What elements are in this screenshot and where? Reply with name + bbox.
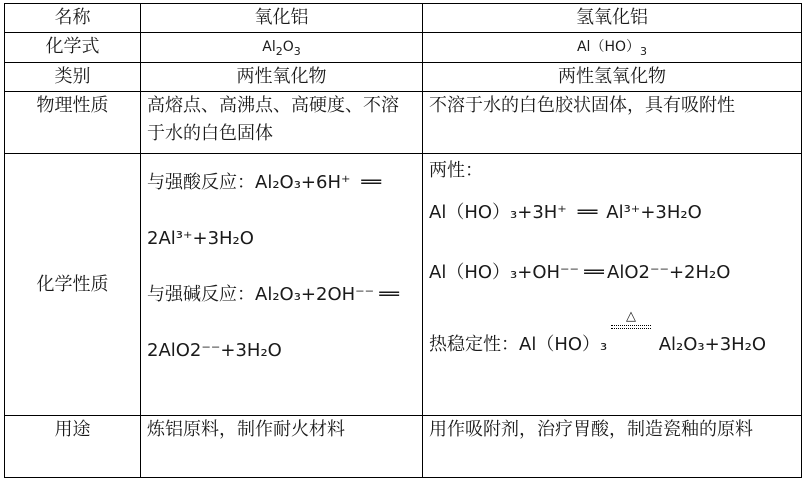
formula-label: 化学式: [5, 33, 141, 63]
alumina-acid-product: 2Al³⁺+3H₂O: [147, 228, 254, 249]
use-label: 用途: [5, 416, 141, 478]
hydroxide-heat-line: △ 热稳定性：Al（HO）₃ Al₂O₃+3H₂O: [429, 309, 767, 355]
equals-sign: ══: [584, 262, 602, 283]
alumina-formula: $Al_2O_3$: [141, 33, 423, 63]
category-label: 类别: [5, 63, 141, 92]
hydroxide-acid-line: Al（HO）₃+3H⁺ ══ Al³⁺+3H₂O: [429, 198, 795, 228]
alumina-chemical: [141, 154, 423, 416]
alumina-physical: 高熔点、高沸点、高硬度、不溶于水的白色固体: [141, 92, 423, 154]
alumina-base-product: 2AlO2⁻⁻+3H₂O: [147, 340, 282, 361]
hydroxide-physical: 不溶于水的白色胶状固体，具有吸附性: [423, 92, 802, 154]
alumina-acid-line: 与强酸反应：Al₂O₃+6H⁺ ══: [147, 168, 416, 198]
alumina-base-line: 与强碱反应：Al₂O₃+2OH⁻⁻ ══: [147, 280, 416, 310]
equals-sign: ══: [361, 172, 380, 193]
header-hydroxide: 氢氧化铝: [423, 4, 802, 33]
hydroxide-amphoteric: 两性：: [429, 160, 483, 181]
header-name: 名称: [5, 4, 141, 33]
alumina-category: 两性氧化物: [141, 63, 423, 92]
physical-label: 物理性质: [5, 92, 141, 154]
hydroxide-chemical: [423, 154, 802, 416]
delta-heat-icon: △: [611, 310, 651, 329]
chemical-label: 化学性质: [5, 154, 141, 416]
hydroxide-formula: $Al(HO)_3$: [423, 33, 802, 63]
equals-sign: ══: [577, 202, 596, 223]
header-alumina: 氧化铝: [141, 4, 423, 33]
comparison-table: [4, 3, 802, 478]
hydroxide-base-line: Al（HO）₃+OH⁻⁻ ══ AlO2⁻⁻+2H₂O: [429, 258, 795, 288]
alumina-use: 炼铝原料，制作耐火材料: [141, 416, 423, 478]
hydroxide-category: 两性氢氧化物: [423, 63, 802, 92]
equals-sign: ══: [379, 284, 397, 305]
hydroxide-use: 用作吸附剂，治疗胃酸，制造瓷釉的原料: [423, 416, 802, 478]
